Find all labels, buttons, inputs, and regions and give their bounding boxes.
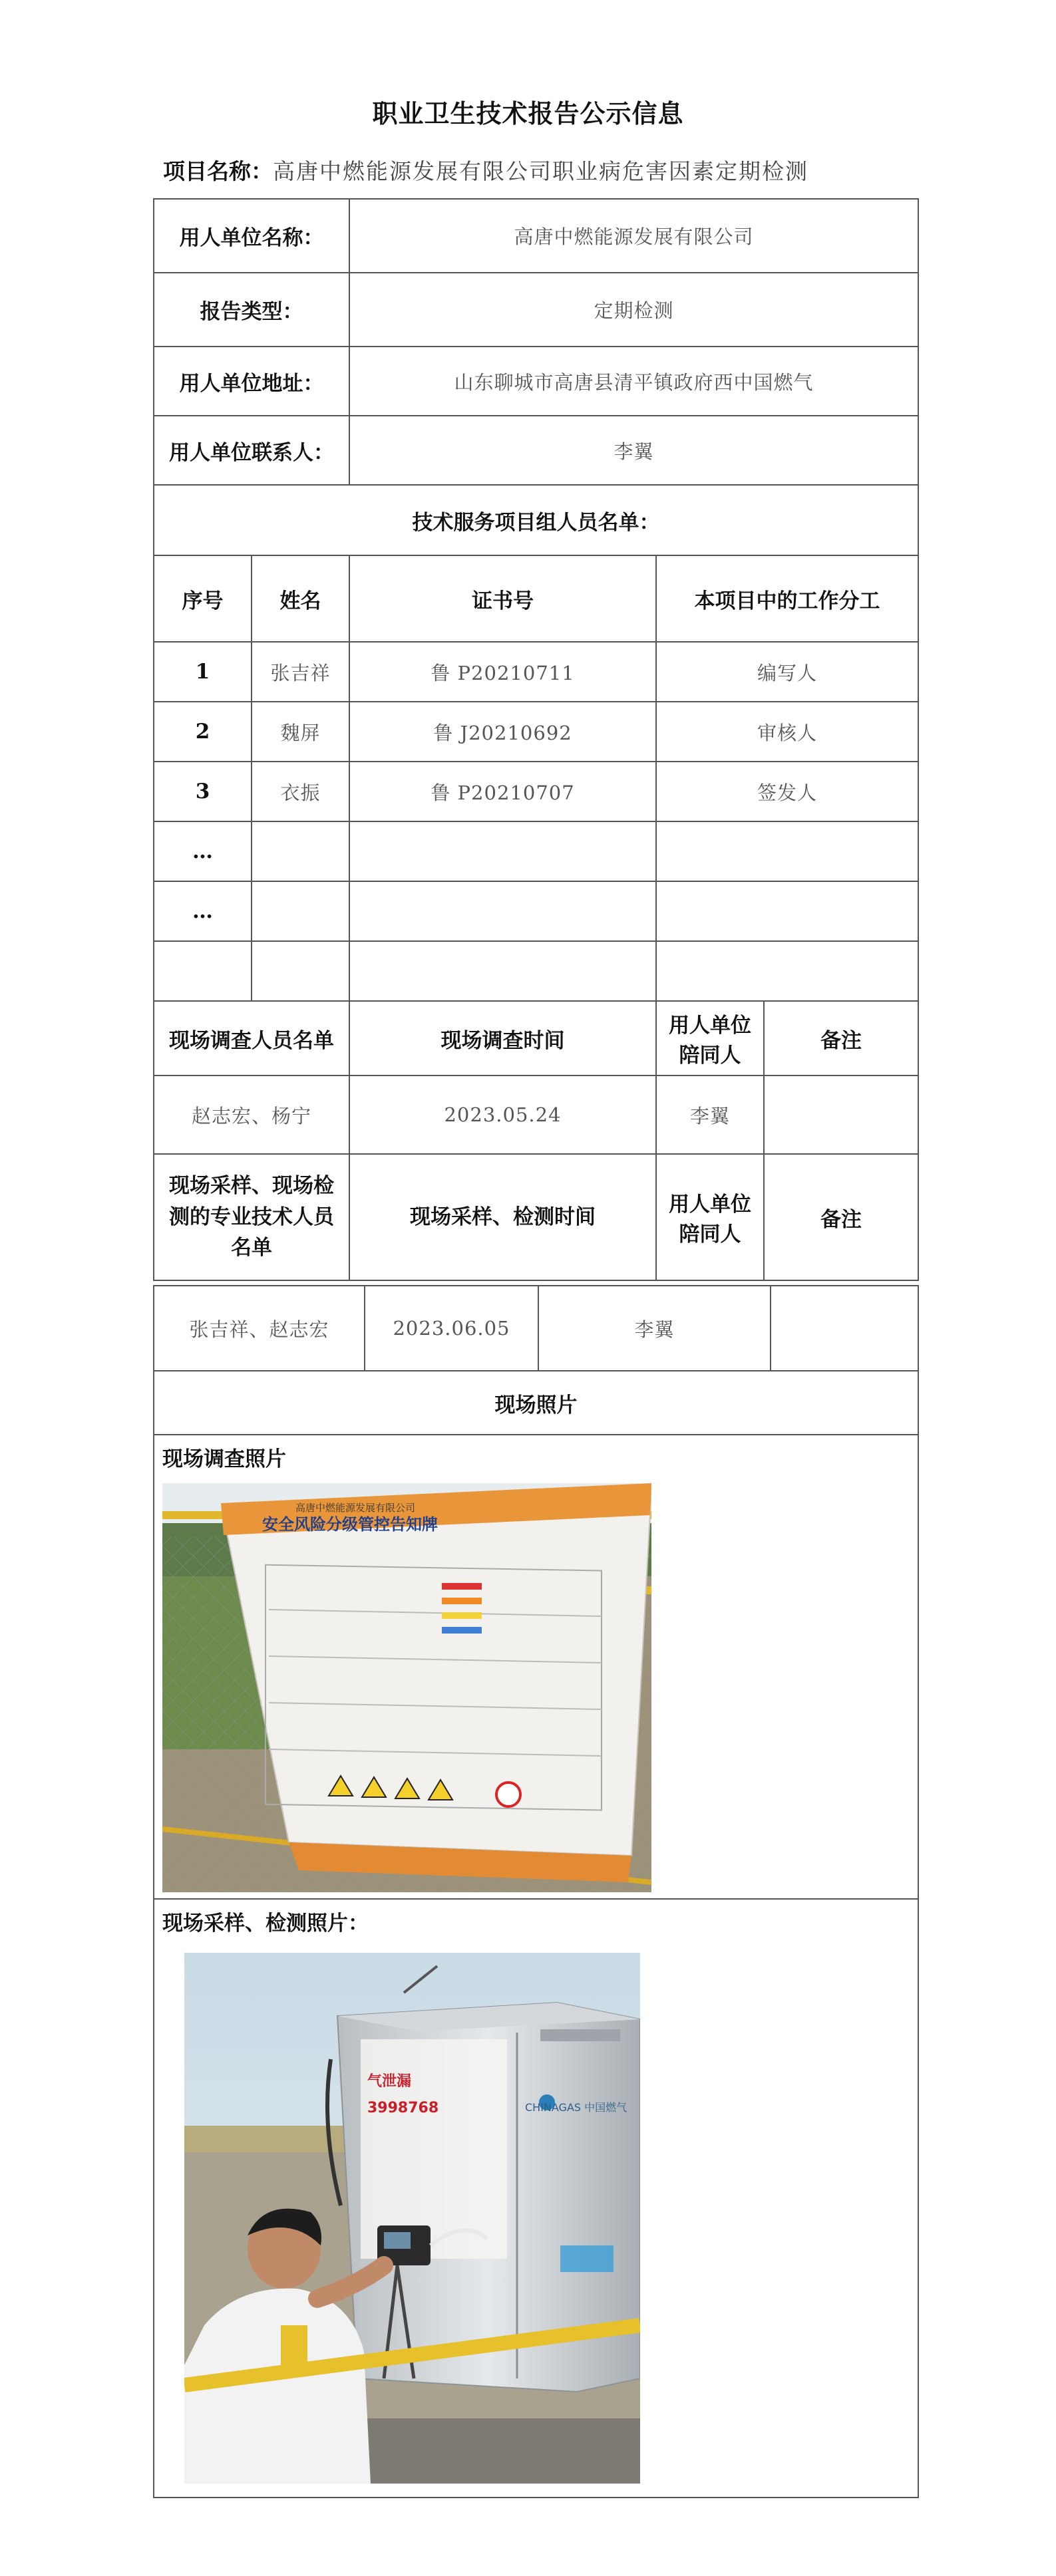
team-heading: 技术服务项目组人员名单： (154, 485, 918, 555)
team-row-cert: 鲁 P20210711 (349, 642, 656, 702)
team-row-cert (349, 821, 656, 881)
address-label: 用人单位地址： (154, 347, 349, 416)
photos-table (153, 1285, 919, 2498)
sampling-photo-cell (154, 1899, 918, 2498)
sign-company-text: 高唐中燃能源发展有限公司 (295, 1502, 416, 1514)
survey-photo-label: 现场调查照片 (162, 1447, 286, 1471)
table-row (154, 941, 918, 1001)
survey-time: 2023.05.24 (349, 1075, 656, 1154)
employer-label: 用人单位名称： (154, 199, 349, 273)
report-info-table (153, 198, 919, 1281)
team-header-name: 姓名 (252, 555, 349, 642)
team-row-name: 魏屏 (252, 702, 349, 762)
team-header-no: 序号 (154, 555, 252, 642)
team-row-cert (349, 881, 656, 941)
team-row-role (656, 881, 918, 941)
sampling-header-note: 备注 (764, 1154, 918, 1280)
contact-value: 李翼 (349, 416, 918, 485)
sampling-photo (184, 1953, 640, 2484)
survey-people: 赵志宏、杨宁 (154, 1075, 349, 1154)
team-row-name (252, 941, 349, 1001)
address-value: 山东聊城市高唐县清平镇政府西中国燃气 (349, 347, 918, 416)
team-row-cert (349, 941, 656, 1001)
team-row-name (252, 881, 349, 941)
survey-escort: 李翼 (656, 1075, 764, 1154)
contact-label: 用人单位联系人： (154, 416, 349, 485)
sampling-header-people: 现场采样、现场检测的专业技术人员名单 (154, 1154, 349, 1280)
sampling-note (771, 1286, 918, 1371)
sampling-header-time: 现场采样、检测时间 (349, 1154, 656, 1280)
photos-heading: 现场照片 (154, 1371, 918, 1435)
report-type-value: 定期检测 (349, 273, 918, 347)
team-row-name: 张吉祥 (252, 642, 349, 702)
sampling-photo-label: 现场采样、检测照片： (162, 1912, 369, 1935)
team-row-role: 审核人 (656, 702, 918, 762)
table-row (154, 762, 918, 821)
team-row-no: … (154, 881, 252, 941)
table-row (154, 881, 918, 941)
employer-value: 高唐中燃能源发展有限公司 (349, 199, 918, 273)
sampling-escort: 李翼 (538, 1286, 771, 1371)
team-row-name: 衣振 (252, 762, 349, 821)
sign-title-text: 安全风险分级管控告知牌 (262, 1515, 438, 1534)
survey-photo-cell (154, 1435, 918, 1899)
table-row (154, 702, 918, 762)
table-row (154, 1075, 918, 1154)
survey-header-people: 现场调查人员名单 (154, 1001, 349, 1075)
sampling-time: 2023.06.05 (365, 1286, 538, 1371)
table-row (154, 821, 918, 881)
cabinet-brand-text: CHINAGAS 中国燃气 (525, 2101, 627, 2114)
survey-header-note: 备注 (764, 1001, 918, 1075)
team-row-role: 编写人 (656, 642, 918, 702)
team-row-cert: 鲁 J20210692 (349, 702, 656, 762)
sampling-header-escort: 用人单位陪同人 (656, 1154, 764, 1280)
team-row-name (252, 821, 349, 881)
survey-note (764, 1075, 918, 1154)
survey-photo (162, 1483, 651, 1892)
project-line (163, 154, 808, 186)
team-row-no: 2 (154, 702, 252, 762)
page-title: 职业卫生技术报告公示信息 (372, 98, 684, 128)
team-row-role (656, 941, 918, 1001)
team-row-no (154, 941, 252, 1001)
survey-header-escort: 用人单位陪同人 (656, 1001, 764, 1075)
project-name: 高唐中燃能源发展有限公司职业病危害因素定期检测 (273, 158, 808, 184)
report-type-label: 报告类型： (154, 273, 349, 347)
team-row-no: … (154, 821, 252, 881)
team-row-no: 3 (154, 762, 252, 821)
team-row-cert: 鲁 P20210707 (349, 762, 656, 821)
team-header-cert: 证书号 (349, 555, 656, 642)
team-row-role: 签发人 (656, 762, 918, 821)
cabinet-text-2: 3998768 (367, 2100, 439, 2116)
cabinet-text-1: 气泄漏 (367, 2073, 412, 2090)
safety-sign (221, 1483, 651, 1882)
team-header-role: 本项目中的工作分工 (656, 555, 918, 642)
survey-header-time: 现场调查时间 (349, 1001, 656, 1075)
table-row (154, 1286, 918, 1371)
project-label: 项目名称： (163, 158, 273, 184)
sampling-people: 张吉祥、赵志宏 (154, 1286, 365, 1371)
team-row-no: 1 (154, 642, 252, 702)
team-row-role (656, 821, 918, 881)
table-row (154, 642, 918, 702)
